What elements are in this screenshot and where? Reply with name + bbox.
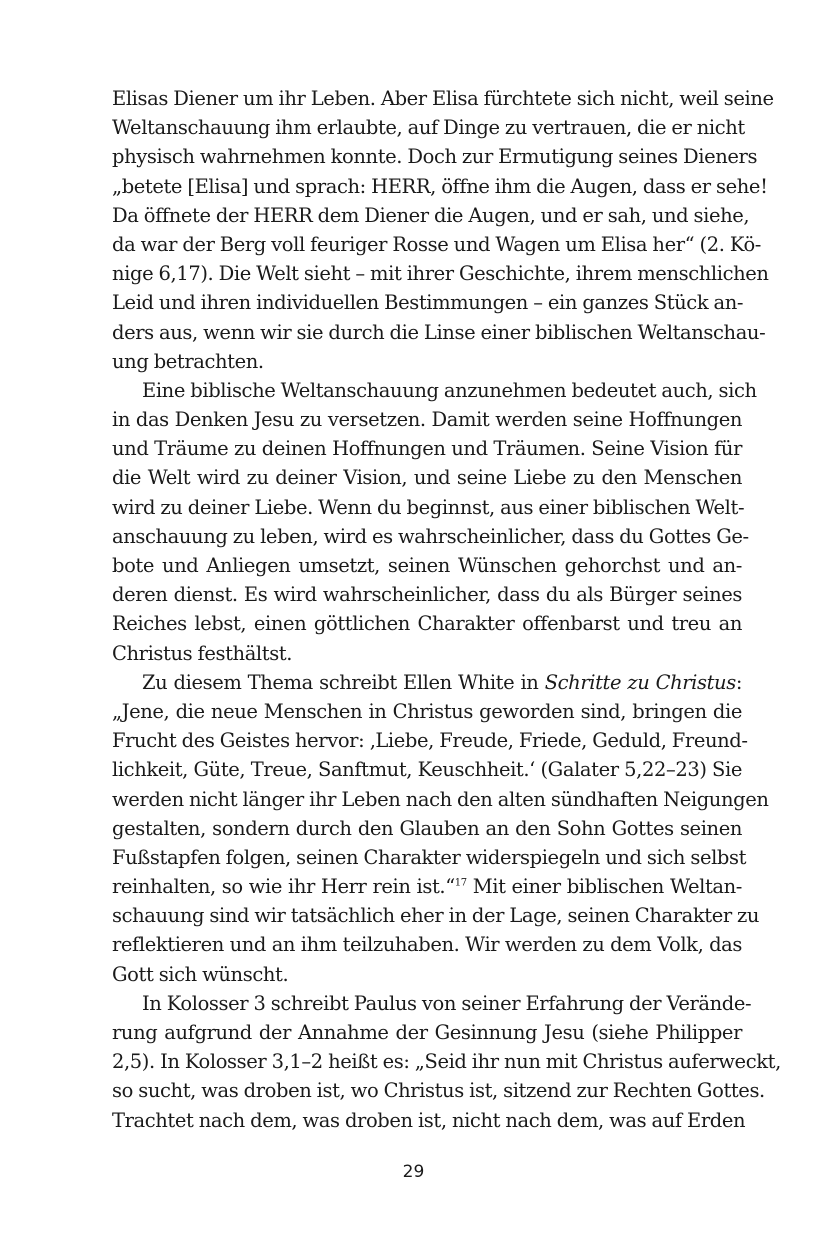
text-line: nige 6,17). Die Welt sieht – mit ihrer Geschichte, ihrem menschlichen	[112, 262, 769, 286]
text-line: „betete [Elisa] und sprach: HERR, öffne ihm die Augen, dass er sehe!	[112, 174, 768, 198]
page-body	[112, 84, 781, 1135]
text-line	[112, 668, 742, 697]
text-line: die Welt wird zu deiner Vision, und seine Liebe zu den Menschen	[112, 466, 742, 490]
text-line: lichkeit, Güte, Treue, Sanftmut, Keuschheit.‘ (Galater 5,22–23) Sie	[112, 758, 742, 782]
text-run: reinhalten, so wie ihr Herr rein ist.“	[112, 875, 455, 899]
text-line: Trachtet nach dem, was droben ist, nicht nach dem, was auf Erden	[112, 1108, 746, 1132]
paragraph-1	[112, 84, 774, 376]
text-line: gestalten, sondern durch den Glauben an den Sohn Gottes seinen	[112, 816, 742, 840]
footnote-reference: 17	[454, 877, 467, 889]
text-run: :	[735, 670, 742, 694]
text-line: Christus festhältst.	[112, 641, 293, 665]
text-line: ders aus, wenn wir sie durch die Linse einer biblischen Weltanschau-	[112, 320, 766, 344]
text-line: in das Denken Jesu zu versetzen. Damit werden seine Hoffnungen	[112, 408, 742, 432]
text-line: Gott sich wünscht.	[112, 962, 289, 986]
text-line: werden nicht länger ihr Leben nach den alten sündhaften Neigungen	[112, 787, 769, 811]
text-line: anschauung zu leben, wird es wahrscheinlicher, dass du Gottes Ge-	[112, 524, 749, 548]
text-line	[112, 872, 742, 901]
text-line: reflektieren und an ihm teilzuhaben. Wir werden zu dem Volk, das	[112, 933, 742, 957]
text-line: „Jene, die neue Menschen in Christus geworden sind, bringen die	[112, 699, 742, 723]
text-line: schauung sind wir tatsächlich eher in der Lage, seinen Charakter zu	[112, 904, 760, 928]
text-run: Mit einer biblischen Weltan-	[466, 875, 742, 899]
text-line: physisch wahrnehmen konnte. Doch zur Ermutigung seines Dieners	[112, 145, 758, 169]
text-line: Eine biblische Weltanschauung anzunehmen bedeutet auch, sich	[142, 378, 757, 402]
paragraph-3	[112, 668, 769, 989]
text-line: bote und Anliegen umsetzt, seinen Wünschen gehorchst und an-	[112, 554, 742, 577]
paragraph-2	[112, 376, 757, 668]
paragraph-4	[112, 989, 781, 1135]
text-line: Frucht des Geistes hervor: ‚Liebe, Freude, Friede, Geduld, Freund-	[112, 729, 748, 753]
page-number: 29	[402, 1162, 425, 1182]
text-line: da war der Berg voll feuriger Rosse und Wagen um Elisa her“ (2. Kö-	[112, 232, 761, 256]
text-line: Da öffnete der HERR dem Diener die Augen, und er sah, und siehe,	[112, 203, 750, 227]
text-run: Zu diesem Thema schreibt Ellen White in	[142, 670, 545, 694]
text-line: Reiches lebst, einen göttlichen Charakter offenbarst und treu an	[112, 612, 742, 636]
text-line: Fußstapfen folgen, seinen Charakter widerspiegeln und sich selbst	[112, 845, 747, 869]
text-line: ung betrachten.	[112, 349, 264, 373]
text-line: Weltanschauung ihm erlaubte, auf Dinge zu vertrauen, die er nicht	[112, 116, 745, 140]
text-line: 2,5). In Kolosser 3,1–2 heißt es: „Seid ihr nun mit Christus auferweckt,	[112, 1050, 781, 1074]
text-line: und Träume zu deinen Hoffnungen und Träumen. Seine Vision für	[112, 437, 742, 461]
text-line: rung aufgrund der Annahme der Gesinnung Jesu (siehe Philipper	[112, 1021, 742, 1044]
text-line: deren dienst. Es wird wahrscheinlicher, dass du als Bürger seines	[112, 583, 742, 607]
text-line: Elisas Diener um ihr Leben. Aber Elisa fürchtete sich nicht, weil seine	[112, 87, 774, 110]
text-line: so sucht, was droben ist, wo Christus ist, sitzend zur Rechten Gottes.	[112, 1079, 765, 1103]
book-title: Schritte zu Christus	[544, 670, 736, 694]
text-line: In Kolosser 3 schreibt Paulus von seiner Erfahrung der Verände-	[142, 991, 752, 1015]
text-line: Leid und ihren individuellen Bestimmungen – ein ganzes Stück an-	[112, 291, 744, 315]
text-line: wird zu deiner Liebe. Wenn du beginnst, aus einer biblischen Welt-	[112, 495, 745, 519]
